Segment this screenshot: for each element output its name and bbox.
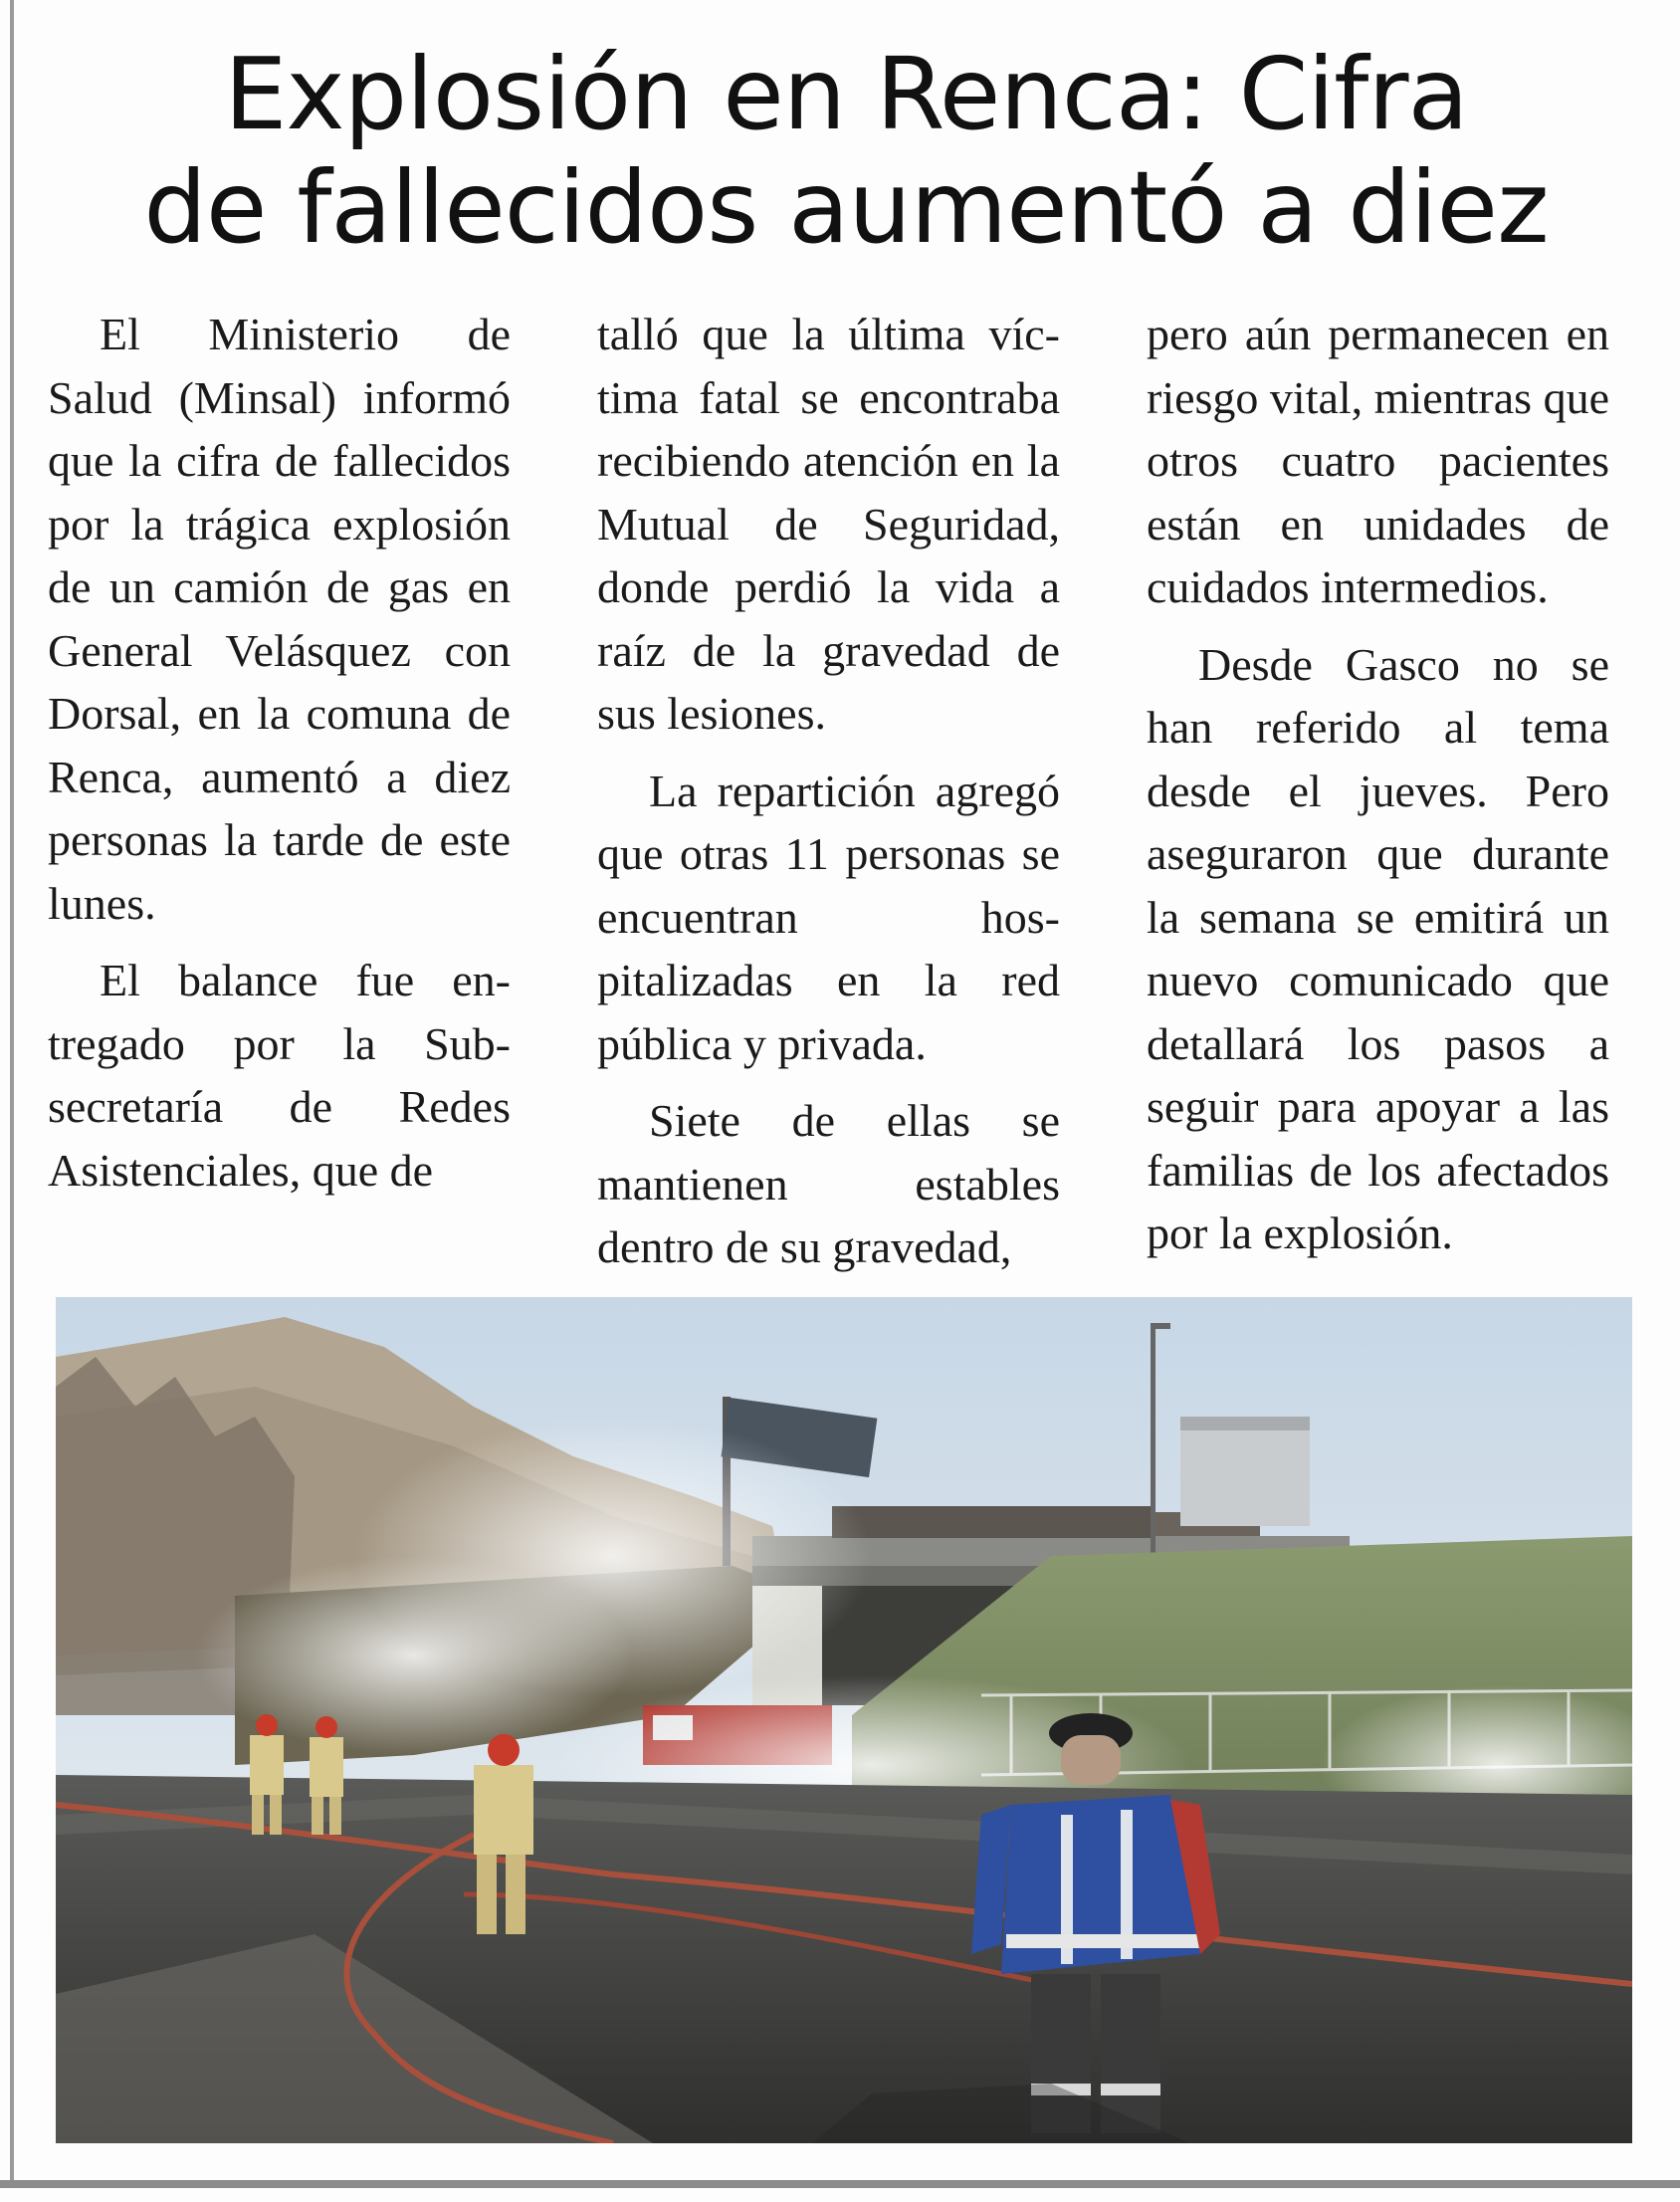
paragraph: pero aún permanecen en riesgo vital, mientras que otros cuatro pacientes están en unidades de cuidados intermedios. <box>1147 309 1609 612</box>
paragraph: El balance fue entregado por la Subsecretaría de Redes Asistenciales, que de <box>48 955 511 1196</box>
article-body <box>48 303 1632 1272</box>
news-photo <box>56 1297 1632 2143</box>
paragraph: Desde Gasco no se han referido al tema desde el jueves. Pero aseguraron que durante la semana se emitirá un nuevo comunicado que detallará los pasos a seguir para apoyar a las familias de los afectados por la explosión. <box>1147 638 1609 1258</box>
paragraph: Siete de ellas se mantienen estables dentro de su gravedad, <box>597 1095 1060 1272</box>
page-border-left <box>10 0 14 2180</box>
paragraph: La repartición agregó que otras 11 personas se encuentran hospitalizadas en la red pública y privada. <box>597 765 1060 1069</box>
headline-line-1: Explosión en Renca: Cifra <box>224 36 1468 152</box>
headline-line-2: de fallecidos aumentó a diez <box>143 149 1549 266</box>
article-column-1 <box>48 303 511 1215</box>
page-border-bottom <box>0 2180 1680 2188</box>
building <box>1180 1417 1310 1526</box>
burned-trucks <box>832 1506 1151 1538</box>
headline <box>40 38 1652 265</box>
paragraph: El Ministerio de Salud (Minsal) informó que la cifra de fallecidos por la trágica explosión de un camión de gas en General Velásquez con Dorsal, en la comuna de Renca, aumentó a diez personas la tarde de este lunes. <box>48 309 511 929</box>
article-column-2 <box>597 303 1060 1293</box>
article-column-3 <box>1147 303 1609 1279</box>
photo-illustration <box>56 1297 1632 2143</box>
paragraph: talló que la última víctima fatal se encontraba recibiendo atención en la Mutual de Seguridad, donde perdió la vida a raíz de la gravedad de sus lesiones. <box>597 309 1060 739</box>
